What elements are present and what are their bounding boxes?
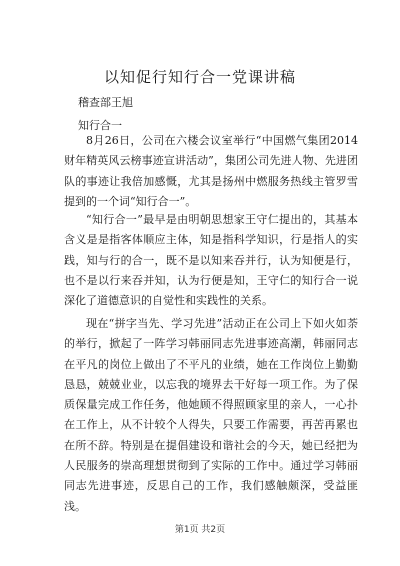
page-footer: 第1页 共2页	[174, 525, 226, 535]
page-title: 以知促行知行合一党课讲稿	[103, 68, 296, 86]
paragraph-3: 现在“拼字当先、学习先进”活动正在公司上下如火如荼的举行，掀起了一阵学习韩丽同志先进事迹高潮，韩丽同志在平凡的岗位上做出了不平凡的业绩，她在工作岗位上勤勤恳恳，兢兢业业，以忘我的境界去干好每一项工作。为了保质保量完成工作任务，他她顾不得照顾家里的亲人，一心扑在工作上，从不计较个人得失，只要工作需要，再苦再累也在所不辞。特别是在提倡建设和谐社会的今天，她已经把为人民服务的崇高理想贯彻到了实际的工作中。通过学习韩丽同志先进事迹，反思自己的工作，我们感触颇深，受益匪浅。	[64, 317, 358, 513]
paragraph-2: “知行合一”最早是由明朝思想家王守仁提出的，其基本含义是是指客体顺应主体，知是指科学知识，行是指人的实践，知与行的合一，既不是以知来吞并行，认为知便是行，也不是以行来吞并知，认为行便是知，王守仁的知行合一说深化了道德意识的自觉性和实践性的关系。	[64, 213, 358, 308]
section-subtitle: 知行合一	[78, 119, 122, 132]
author-line: 稽查部王旭	[78, 96, 133, 109]
paragraph-1: 8月26日，公司在六楼会议室举行“中国燃气集团2014财年精英风云榜事迹宣讲活动”，集团公司先进人物、先进团队的事迹让我倍加感慨，尤其是扬州中燃服务热线主管罗雪提到的一个词“知行合一”。	[64, 134, 358, 208]
